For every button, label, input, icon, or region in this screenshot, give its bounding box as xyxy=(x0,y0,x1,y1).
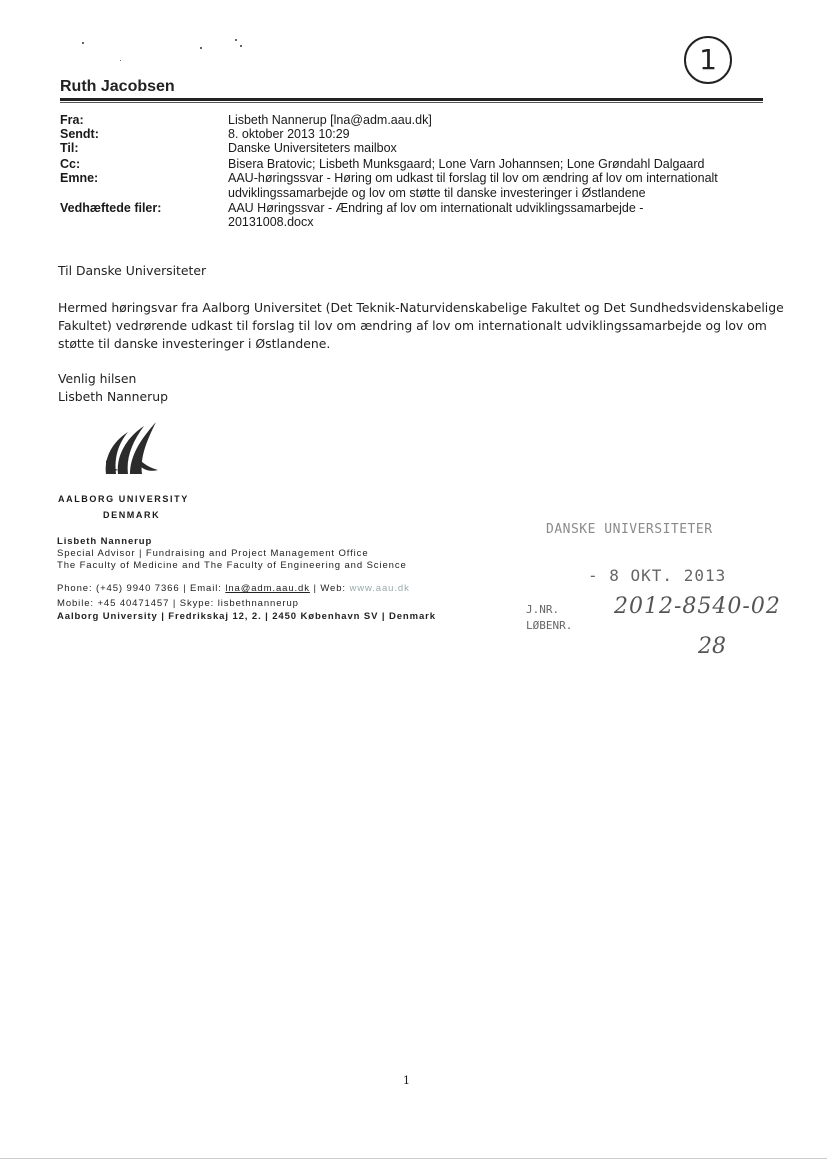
greeting: Til Danske Universiteter xyxy=(58,263,207,278)
stamp-jnr-label: J.NR. xyxy=(526,603,560,616)
body-paragraph-line-1: Hermed høringsvar fra Aalborg Universitet (Det Teknik-Naturvidenskabelige Fakultet og Det Sundhedsvidenskabelige xyxy=(58,300,784,315)
university-name: AALBORG UNIVERSITY xyxy=(58,494,189,504)
signature-contact-line xyxy=(57,583,410,594)
scan-bottom-edge xyxy=(0,1158,827,1159)
to-label: Til: xyxy=(60,141,79,155)
cc-label: Cc: xyxy=(60,157,81,171)
signature-address: Aalborg University | Fredrikskaj 12, 2. | 2450 København SV | Denmark xyxy=(57,611,436,622)
page-number: 1 xyxy=(403,1074,410,1087)
subject-value-line-1: AAU-høringssvar - Høring om udkast til forslag til lov om ændring af lov om internationalt xyxy=(228,171,718,185)
from-value: Lisbeth Nannerup [lna@adm.aau.dk] xyxy=(228,113,432,127)
scan-speck xyxy=(120,60,121,61)
signature-name: Lisbeth Nannerup xyxy=(57,536,153,547)
sent-label: Sendt: xyxy=(60,127,99,141)
aalborg-university-logo-icon xyxy=(100,420,160,476)
body-paragraph-line-3: støtte til danske investeringer i Østlandene. xyxy=(58,336,331,351)
signature-mobile: Mobile: +45 40471457 | Skype: lisbethnannerup xyxy=(57,598,299,609)
cc-value: Bisera Bratovic; Lisbeth Munksgaard; Lone Varn Johannsen; Lone Grøndahl Dalgaard xyxy=(228,157,705,171)
stamp-lobenr-handwritten: 28 xyxy=(698,634,726,659)
signature-faculty: The Faculty of Medicine and The Faculty of Engineering and Science xyxy=(57,560,407,571)
header-divider xyxy=(60,98,763,101)
signature-title: Special Advisor | Fundraising and Project Management Office xyxy=(57,548,369,559)
mailbox-owner-name: Ruth Jacobsen xyxy=(60,78,175,95)
scan-speck xyxy=(240,45,242,47)
attachments-label: Vedhæftede filer: xyxy=(60,201,162,215)
attachment-file-line-1: AAU Høringssvar - Ændring af lov om internationalt udviklingssamarbejde - xyxy=(228,201,644,215)
page-marker-circle: 1 xyxy=(684,36,732,84)
sent-value: 8. oktober 2013 10:29 xyxy=(228,127,350,141)
stamp-jnr-handwritten: 2012-8540-02 xyxy=(614,594,781,619)
web-link[interactable]: www.aau.dk xyxy=(349,583,410,594)
email-link[interactable]: lna@adm.aau.dk xyxy=(225,583,310,594)
attachment-file-line-2: 20131008.docx xyxy=(228,215,314,229)
stamp-organization: DANSKE UNIVERSITETER xyxy=(546,522,713,537)
scan-speck xyxy=(200,47,202,49)
body-paragraph-line-2: Fakultet) vedrørende udkast til forslag til lov om ændring af lov om internationalt udviklingssamarbejde og lov om xyxy=(58,318,767,333)
closing-name: Lisbeth Nannerup xyxy=(58,389,168,404)
university-country: DENMARK xyxy=(103,510,161,520)
subject-value-line-2: udviklingssamarbejde og lov om støtte til danske investeringer i Østlandene xyxy=(228,186,646,200)
web-prefix-text: | Web: xyxy=(309,583,350,594)
scan-speck xyxy=(235,39,237,41)
stamp-date: - 8 OKT. 2013 xyxy=(588,566,727,585)
to-value: Danske Universiteters mailbox xyxy=(228,141,397,155)
stamp-lobenr-label: LØBENR. xyxy=(526,619,573,632)
from-label: Fra: xyxy=(60,113,84,127)
subject-label: Emne: xyxy=(60,171,99,185)
header-divider-thin xyxy=(60,102,763,103)
scan-speck xyxy=(82,42,84,44)
closing: Venlig hilsen xyxy=(58,371,137,386)
phone-text: Phone: (+45) 9940 7366 | Email: xyxy=(57,583,226,594)
